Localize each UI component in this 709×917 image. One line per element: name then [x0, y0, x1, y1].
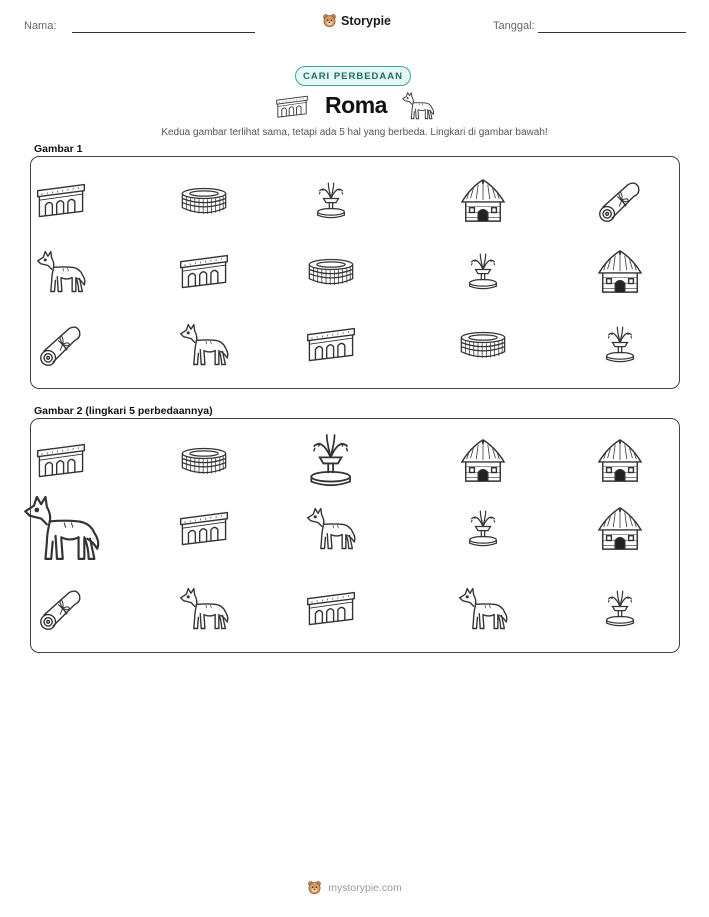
picture2-label: Gambar 2 (lingkari 5 perbedaannya)	[34, 405, 213, 417]
hut-icon[interactable]	[596, 438, 644, 484]
instructions-text: Kedua gambar terlihat sama, tetapi ada 5 hal yang berbeda. Lingkari di gambar bawah!	[161, 127, 548, 138]
picture1-panel	[30, 156, 680, 389]
wolf-icon[interactable]	[457, 586, 509, 632]
hut-icon[interactable]	[459, 438, 507, 484]
bear-icon	[322, 13, 337, 28]
date-label: Tanggal:	[493, 20, 535, 32]
wolf-icon	[178, 322, 230, 368]
fountain-icon[interactable]	[306, 432, 355, 490]
page-title: Roma	[325, 92, 387, 118]
brand-logo	[322, 13, 391, 28]
name-label: Nama:	[24, 20, 57, 32]
colosseum-icon	[458, 329, 508, 361]
fountain-icon	[603, 325, 637, 365]
fountain-icon	[466, 252, 500, 292]
aqueduct-icon[interactable]	[178, 510, 230, 548]
wolf-icon	[401, 91, 435, 121]
date-field[interactable]	[538, 32, 686, 33]
worksheet-header	[0, 0, 709, 50]
aqueduct-icon[interactable]	[305, 590, 357, 628]
hut-icon[interactable]	[596, 506, 644, 552]
aqueduct-icon	[305, 326, 357, 364]
aqueduct-icon	[275, 94, 309, 120]
bear-icon	[307, 880, 322, 895]
aqueduct-icon[interactable]	[35, 442, 87, 480]
brand-name: Storypie	[341, 13, 392, 28]
picture2-panel[interactable]	[30, 418, 680, 653]
wolf-icon[interactable]	[305, 506, 357, 552]
fountain-icon[interactable]	[466, 509, 500, 549]
scroll-icon	[597, 178, 643, 224]
aqueduct-icon	[35, 182, 87, 220]
hut-icon	[459, 178, 507, 224]
scroll-icon[interactable]	[38, 586, 84, 632]
activity-badge: CARI PERBEDAAN	[295, 66, 411, 86]
fountain-icon[interactable]	[603, 589, 637, 629]
colosseum-icon[interactable]	[179, 445, 229, 477]
wolf-icon	[35, 249, 87, 295]
footer-site: mystorypie.com	[328, 881, 402, 894]
picture1-label: Gambar 1	[34, 143, 83, 155]
colosseum-icon	[306, 256, 356, 288]
title-row	[0, 90, 709, 126]
footer	[0, 880, 709, 895]
wolf-icon[interactable]	[178, 586, 230, 632]
name-field[interactable]	[72, 32, 255, 33]
wolf-icon[interactable]	[21, 493, 102, 564]
hut-icon	[596, 249, 644, 295]
aqueduct-icon	[178, 253, 230, 291]
fountain-icon	[314, 181, 348, 221]
scroll-icon	[38, 322, 84, 368]
colosseum-icon	[179, 185, 229, 217]
